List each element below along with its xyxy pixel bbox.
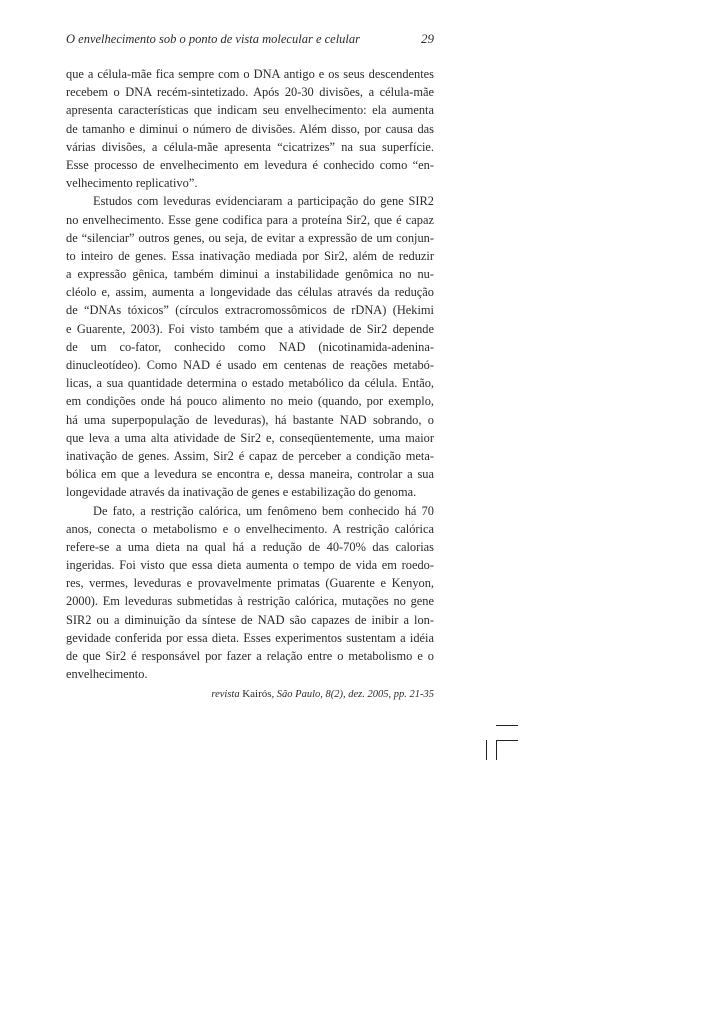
text-line: Estudos com leveduras evidenciaram a participação do gene SIR2 [93, 194, 434, 209]
text-line: apresenta características que indicam seu envelhecimento: ela aumenta [66, 103, 434, 118]
text-line: de tamanho e diminui o número de divisões. Além disso, por causa das [66, 121, 434, 136]
text-line: licas, a sua quantidade determina o estado metabólico da célula. Então, [66, 376, 434, 391]
page-header [66, 32, 434, 52]
text-line: gevidade conferida por essa dieta. Esses experimentos sustentam a idéia [66, 630, 434, 645]
text-line: que a célula-mãe fica sempre com o DNA antigo e os seus descendentes [66, 67, 434, 81]
text-line: res, vermes, leveduras e provavelmente primatas (Guarente e Kenyon, [66, 576, 434, 591]
running-title: O envelhecimento sob o ponto de vista molecular e celular [66, 32, 361, 46]
text-line: SIR2 ou a diminuição da síntese de NAD são capazes de inibir a lon- [66, 612, 434, 627]
text-line: refere-se a uma dieta na qual há a redução de 40-70% das calorias [66, 539, 434, 554]
crop-mark-horizontal-bottom [496, 740, 518, 741]
text-line: que leva a uma alta atividade de Sir2 e, conseqüentemente, uma maior [66, 430, 434, 445]
text-line: várias divisões, a célula-mãe apresenta “cicatrizes” na sua superfície. [66, 139, 434, 154]
text-line: de um co-fator, conhecido como NAD (nicotinamida-adenina- [66, 339, 434, 354]
text-line: em condições onde há pouco alimento no meio (quando, por exemplo, [66, 394, 434, 409]
text-line: cléolo e, assim, aumenta a longevidade das células através da redução [66, 285, 434, 300]
crop-mark-vertical-right [496, 740, 497, 760]
text-line: no envelhecimento. Esse gene codifica para a proteína Sir2, que é capaz [66, 212, 434, 227]
text-line: de “silenciar” outros genes, ou seja, de evitar a expressão de um conjun- [66, 230, 434, 245]
citation-details: , São Paulo, 8(2), dez. 2005, pp. 21-35 [271, 689, 434, 700]
text-line: bólica em que a levedura se encontra e, dessa maneira, controlar a sua [66, 467, 434, 482]
text-line: velhecimento replicativo”. [66, 176, 198, 191]
text-line: De fato, a restrição calórica, um fenômeno bem conhecido há 70 [93, 503, 434, 518]
text-line: Esse processo de envelhecimento em levedura é conhecido como “en- [66, 157, 434, 172]
text-line: envelhecimento. [66, 667, 148, 682]
text-line: recebem o DNA recém-sintetizado. Após 20-30 divisões, a célula-mãe [66, 85, 434, 100]
text-line: inativação de genes. Assim, Sir2 é capaz de perceber a condição meta- [66, 448, 434, 463]
journal-citation [66, 688, 434, 700]
text-line: e Guarente, 2003). Foi visto também que a atividade de Sir2 depende [66, 321, 434, 336]
text-line: dinucleotídeo). Como NAD é usado em centenas de reações metabó- [66, 358, 434, 372]
text-line: anos, conecta o metabolismo e o envelhecimento. A restrição calórica [66, 521, 434, 536]
text-line: longevidade através da inativação de genes e estabilização do genoma. [66, 485, 417, 500]
text-line: 2000). Em leveduras submetidas à restrição calórica, mutações no gene [66, 594, 434, 609]
text-line: a expressão gênica, também diminui a instabilidade genômica no nu- [66, 267, 434, 282]
journal-name: Kairós [242, 688, 272, 700]
crop-mark-vertical-left [486, 740, 487, 760]
revista-label: revista [211, 689, 240, 700]
page-number: 29 [421, 31, 434, 46]
text-line: de que Sir2 é responsável por fazer a relação entre o metabolismo e o [66, 649, 434, 663]
text-line: há uma superpopulação de leveduras), há bastante NAD sobrando, o [66, 412, 434, 427]
text-line: to inteiro de genes. Essa inativação mediada por Sir2, além de reduzir [66, 248, 434, 263]
text-line: ingeridas. Foi visto que essa dieta aumenta o tempo de vida em roedo- [66, 558, 434, 573]
crop-mark-horizontal-top [496, 725, 518, 726]
text-line: de “DNAs tóxicos” (círculos extracromossômicos de rDNA) (Hekimi [66, 303, 434, 318]
body-text [66, 65, 434, 683]
